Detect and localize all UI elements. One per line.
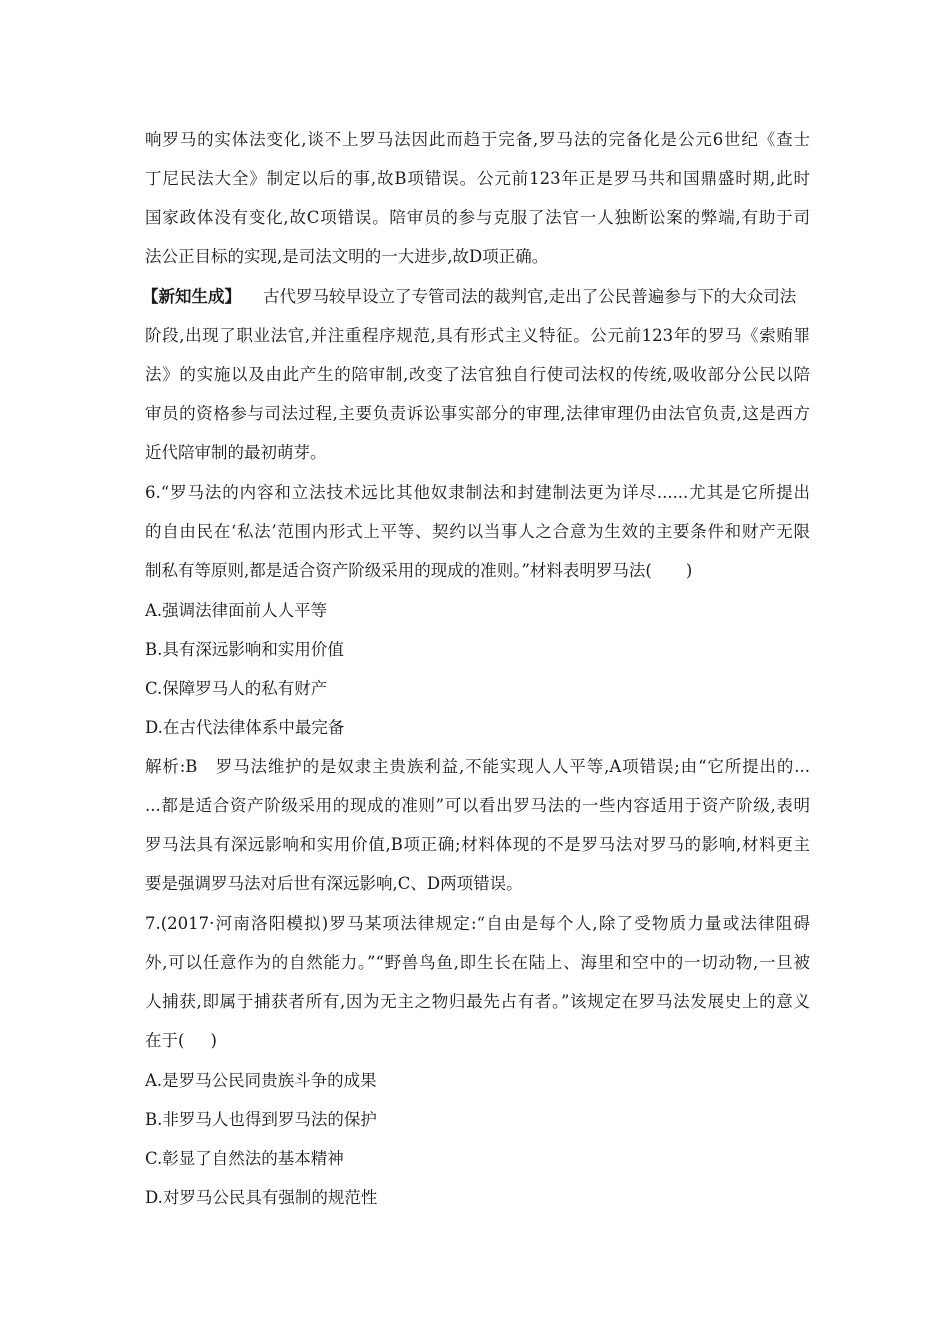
analysis-cont-line-1: 响罗马的实体法变化,谈不上罗马法因此而趋于完备,罗马法的完备化是公元6世纪《查士	[145, 130, 810, 149]
xinzhi-line-4: 审员的资格参与司法过程,主要负责诉讼事实部分的审理,法律审理仍由法官负责,这是西方	[145, 404, 810, 423]
q7-stem-line-3: 人捕获,即属于捕获者所有,因为无主之物归最先占有者。”该规定在罗马法发展史上的意义	[145, 992, 810, 1011]
xinzhi-line-2: 阶段,出现了职业法官,并注重程序规范,具有形式主义特征。公元前123年的罗马《索贿罪	[145, 326, 810, 345]
analysis-cont-line-2: 丁尼民法大全》制定以后的事,故B项错误。公元前123年正是罗马共和国鼎盛时期,此时	[145, 169, 810, 188]
xinzhi-line-5: 近代陪审制的最初萌芽。	[145, 443, 327, 462]
q6-stem-line-3	[145, 559, 810, 583]
q7-option-a: A.是罗马公民同贵族斗争的成果	[145, 1071, 377, 1090]
q6-close-paren: )	[685, 561, 693, 580]
q7-option-d: D.对罗马公民具有强制的规范性	[145, 1188, 378, 1207]
q7-option-c: C.彰显了自然法的基本精神	[145, 1149, 344, 1168]
analysis-cont-line-4: 法公正目标的实现,是司法文明的一大进步,故D项正确。	[145, 247, 549, 266]
xinzhi-line-3: 法》的实施以及由此产生的陪审制,改变了法官独自行使司法权的传统,吸收部分公民以陪	[145, 365, 810, 384]
q6-analysis-line-2: ...都是适合资产阶级采用的现成的准则”可以看出罗马法的一些内容适用于资产阶级,表明	[145, 796, 810, 815]
xinzhi-line-1	[142, 285, 807, 309]
q7-stem-line-2: 外,可以任意作为的自然能力。”“野兽鸟鱼,即生长在陆上、海里和空中的一切动物,一旦被	[145, 953, 810, 972]
q7-stem-line-4	[145, 1029, 810, 1053]
q7-stem-line-1: 7.(2017·河南洛阳模拟)罗马某项法律规定:“自由是每个人,除了受物质力量或法律阻碍	[145, 914, 810, 933]
analysis-cont-line-3: 国家政体没有变化,故C项错误。陪审员的参与克服了法官一人独断讼案的弊端,有助于司	[145, 208, 810, 227]
q6-analysis-line-3: 罗马法具有深远影响和实用价值,B项正确;材料体现的不是罗马法对罗马的影响,材料更主	[145, 835, 810, 854]
q6-stem-text-3: 制私有等原则,都是适合资产阶级采用的现成的准则。”材料表明罗马法(	[145, 561, 652, 580]
q7-close-paren: )	[210, 1031, 217, 1050]
q6-analysis-line-4: 要是强调罗马法对后世有深远影响,C、D两项错误。	[145, 874, 523, 893]
q6-option-a: A.强调法律面前人人平等	[145, 601, 328, 620]
q6-option-d: D.在古代法律体系中最完备	[145, 718, 345, 737]
q6-option-b: B.具有深远影响和实用价值	[145, 640, 344, 659]
xinzhi-text-1: 古代罗马较早设立了专管司法的裁判官,走出了公民普遍参与下的大众司法	[263, 287, 797, 306]
q6-stem-line-1: 6.“罗马法的内容和立法技术远比其他奴隶制法和封建制法更为详尽......尤其是它所提出	[145, 483, 810, 502]
xinzhi-tag: 【新知生成】	[142, 287, 241, 306]
q6-option-c: C.保障罗马人的私有财产	[145, 679, 328, 698]
q6-stem-line-2: 的自由民在‘私法’范围内形式上平等、契约以当事人之合意为生效的主要条件和财产无限	[145, 522, 810, 541]
q6-analysis-line-1: 解析:B 罗马法维护的是奴隶主贵族利益,不能实现人人平等,A项错误;由“它所提出的...	[145, 757, 810, 776]
q7-stem-text-4: 在于(	[145, 1031, 185, 1050]
q7-option-b: B.非罗马人也得到罗马法的保护	[145, 1110, 377, 1129]
